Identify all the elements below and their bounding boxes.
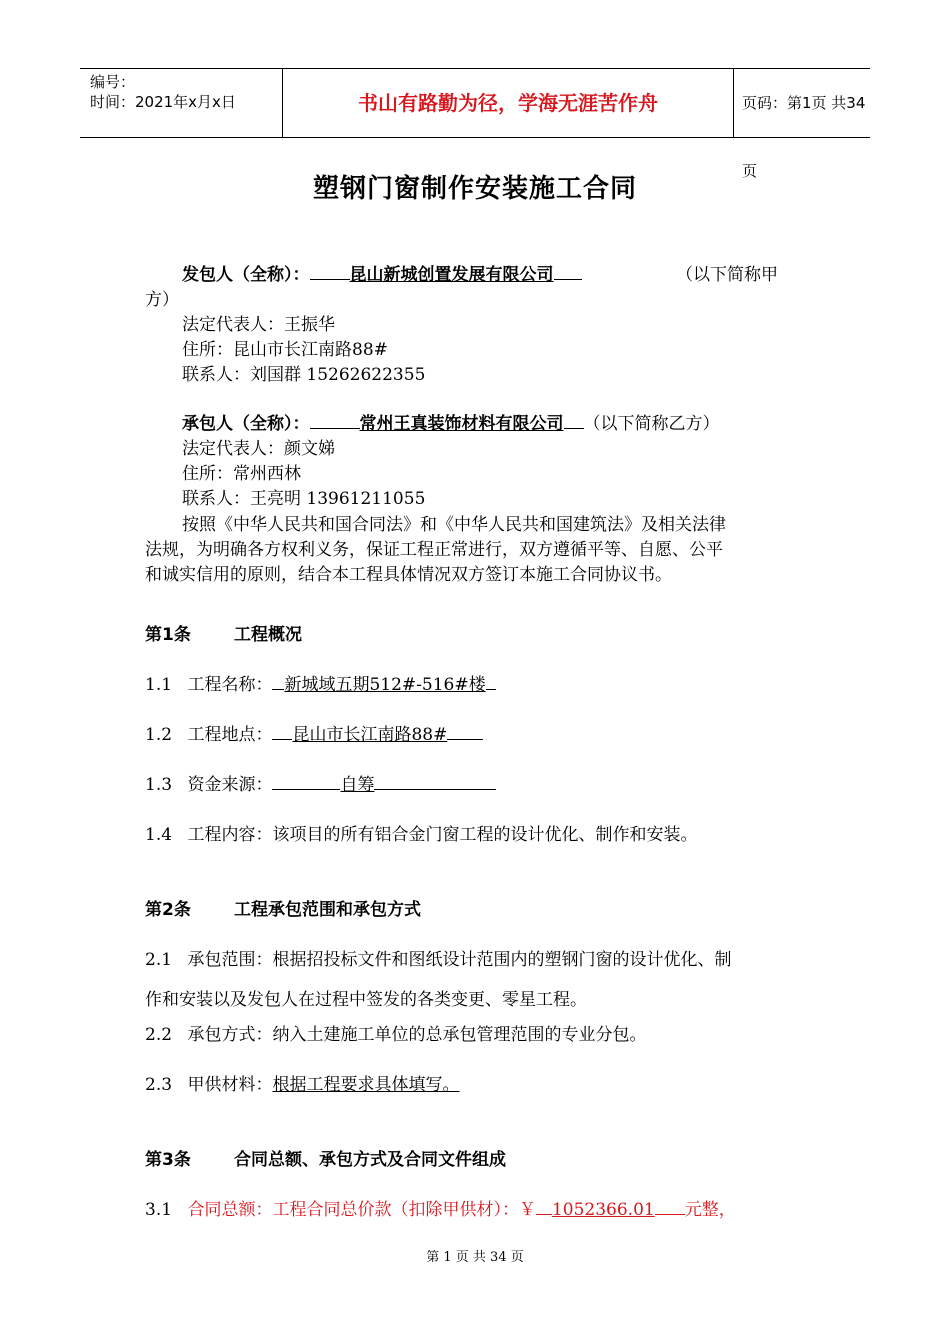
item-label: 工程地点： [187, 725, 273, 745]
header-motto: 书山有路勤为径，学海无涯苦作舟 [282, 69, 734, 137]
item-text: 工程内容：该项目的所有铝合金门窗工程的设计优化、制作和安装。 [187, 825, 698, 845]
intro-line-1: 按照《中华人民共和国合同法》和《中华人民共和国建筑法》及相关法律 [182, 515, 726, 535]
intro-line-2: 法规，为明确各方权利义务，保证工程正常进行，双方遵循平等、自愿、公平 [145, 540, 723, 560]
item-number: 2.2 [145, 1025, 173, 1045]
amount-tail: 元整， [684, 1200, 736, 1220]
party-a-short: （以下简称甲 [676, 265, 778, 285]
party-b-label: 承包人（全称）： [182, 414, 310, 434]
item-text: 承包范围：根据招投标文件和图纸设计范围内的塑钢门窗的设计优化、制 [187, 950, 732, 970]
party-b-contact: 联系人：王亮明 13961211055 [182, 489, 426, 509]
blank-line [655, 1196, 685, 1215]
article-3-number: 第3条 [145, 1150, 191, 1170]
party-a-name: 昆山新城创置发展有限公司 [349, 265, 554, 285]
blank-line [272, 771, 340, 790]
item-label: 工程名称： [187, 675, 273, 695]
party-b-name: 常州王真装饰材料有限公司 [359, 414, 564, 434]
item-2-2 [145, 1020, 646, 1045]
article-2-number: 第2条 [145, 900, 191, 920]
item-label: 甲供材料： [187, 1075, 273, 1095]
party-a-line [182, 260, 582, 285]
party-b-short: （以下简称乙方） [583, 414, 720, 434]
item-number: 1.1 [145, 675, 173, 695]
article-2-title: 工程承包范围和承包方式 [234, 900, 421, 920]
item-text: 合同总额：工程合同总价款（扣除甲供材）：￥ [187, 1200, 536, 1220]
article-1-number: 第1条 [145, 625, 191, 645]
document-title: 塑钢门窗制作安装施工合同 [312, 174, 637, 204]
date-label: 时间：2021年x月x日 [90, 93, 236, 111]
article-3-title: 合同总额、承包方式及合同文件组成 [234, 1150, 506, 1170]
item-2-3 [145, 1070, 459, 1095]
blank-line [272, 721, 292, 740]
blank-line [536, 1196, 552, 1215]
supplied-materials: 根据工程要求具体填写。 [272, 1075, 460, 1095]
party-a-addr: 住所：昆山市长江南路88# [182, 340, 388, 360]
item-number: 2.3 [145, 1075, 173, 1095]
party-a-rep: 法定代表人：王振华 [182, 315, 335, 335]
blank-line [310, 410, 360, 429]
article-1-title: 工程概况 [234, 625, 302, 645]
project-name: 新城域五期512#-516#楼 [284, 675, 486, 695]
party-b-addr: 住所：常州西林 [182, 464, 301, 484]
project-location: 昆山市长江南路88# [292, 725, 448, 745]
item-number: 2.1 [145, 950, 173, 970]
header-meta [80, 69, 282, 137]
contract-amount: 1052366.01 [551, 1200, 655, 1220]
item-number: 1.4 [145, 825, 173, 845]
blank-line [272, 671, 284, 690]
header-page-info: 页码：第1页 共34页 [742, 94, 866, 180]
item-number: 1.2 [145, 725, 173, 745]
item-number: 3.1 [145, 1200, 173, 1220]
header-table [80, 68, 870, 180]
item-1-1 [145, 670, 496, 695]
item-1-3 [145, 770, 496, 795]
blank-line [447, 721, 483, 740]
fund-source: 自筹 [340, 775, 375, 795]
blank-line [374, 771, 496, 790]
blank-line [554, 261, 582, 280]
party-a-short-cont: 方） [145, 290, 179, 310]
party-b-rep: 法定代表人：颜文娣 [182, 439, 335, 459]
serial-label: 编号： [90, 73, 136, 91]
item-1-4 [145, 820, 697, 845]
item-number: 1.3 [145, 775, 173, 795]
blank-line [564, 410, 584, 429]
intro-line-3: 和诚实信用的原则，结合本工程具体情况双方签订本施工合同协议书。 [145, 565, 672, 585]
party-a-contact: 联系人：刘国群 15262622355 [182, 365, 426, 385]
page-footer: 第 1 页 共 34 页 [426, 1250, 524, 1265]
item-3-1 [145, 1195, 736, 1220]
item-text: 承包方式：纳入土建施工单位的总承包管理范围的专业分包。 [187, 1025, 647, 1045]
item-2-1-cont: 作和安装以及发包人在过程中签发的各类变更、零星工程。 [145, 990, 587, 1010]
party-a-label: 发包人（全称）： [182, 265, 310, 285]
item-label: 资金来源： [187, 775, 273, 795]
blank-line [310, 261, 350, 280]
blank-line [486, 671, 496, 690]
item-1-2 [145, 720, 483, 745]
party-b-line [182, 409, 720, 434]
item-2-1 [145, 945, 731, 970]
